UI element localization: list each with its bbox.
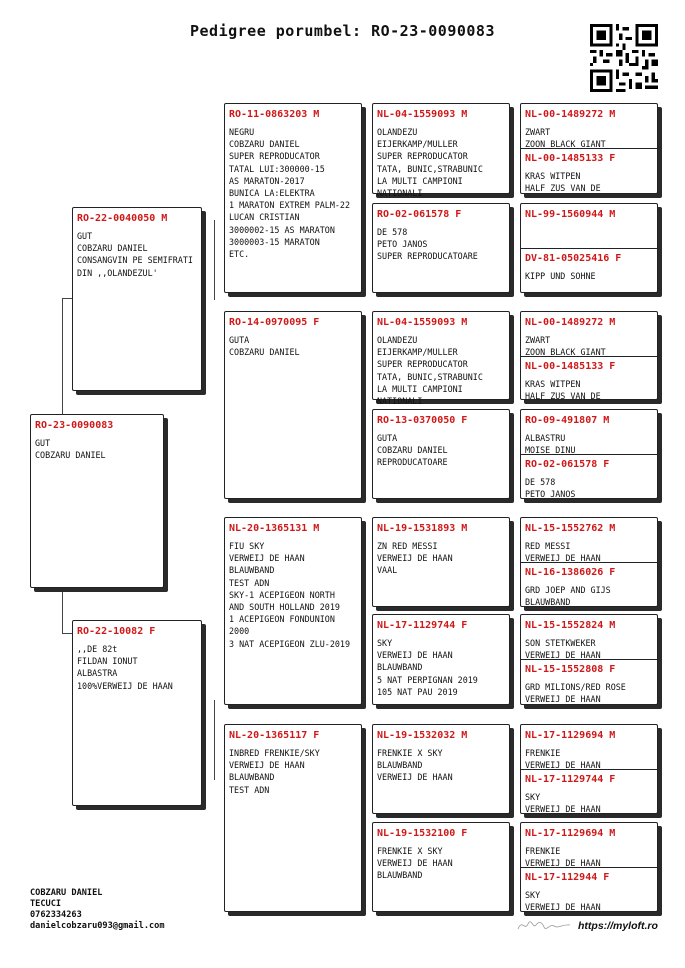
ring-number: NL-04-1559093 M	[377, 317, 468, 328]
bird-details: FRENKIE VERWEIJ DE HAAN	[525, 846, 601, 869]
bird-details: NEGRU COBZARU DANIEL SUPER REPRODUCATOR TATAL LUI:300000-15 AS MARATON-2017 BUNICA LA:ELEKTRA 1 MARATON EXTREM PALM-22 LUCAN CRISTIAN 3000002-15 AS MARATON 3000003-15 MARATON ETC.	[229, 127, 351, 260]
pair-divider	[521, 562, 657, 563]
ring-number: NL-17-1129694 M	[525, 828, 616, 839]
pair-divider	[521, 148, 657, 149]
ring-number: NL-17-112944 F	[525, 872, 610, 883]
bird-details: SKY VERWEIJ DE HAAN BLAUWBAND 5 NAT PERPIGNAN 2019 105 NAT PAU 2019	[377, 638, 478, 697]
connector-line	[62, 298, 72, 299]
ring-number: NL-00-1489272 M	[525, 317, 616, 328]
bird-details: FIU SKY VERWEIJ DE HAAN BLAUWBAND TEST ADN SKY-1 ACEPIGEON NORTH AND SOUTH HOLLAND 2019 1 ACEPIGEON FONDUNION 2000 3 NAT ACEPIGEON ZLU-2019	[229, 541, 351, 649]
ring-number: NL-17-1129694 M	[525, 730, 616, 741]
pair-divider	[521, 356, 657, 357]
gen4-pair-card[interactable]	[520, 103, 658, 194]
ring-number: NL-16-1386026 F	[525, 567, 616, 578]
bird-details: GUTA COBZARU DANIEL	[229, 335, 300, 358]
parent-card[interactable]	[72, 207, 202, 391]
ring-number: NL-00-1489272 M	[525, 109, 616, 120]
ring-number: NL-19-1532032 M	[377, 730, 468, 741]
bird-details: SKY VERWEIJ DE HAAN	[525, 792, 601, 815]
bird-details: FRENKIE X SKY VERWEIJ DE HAAN BLAUWBAND	[377, 846, 453, 881]
ring-number: RO-02-061578 F	[525, 459, 610, 470]
ring-number: NL-00-1485133 F	[525, 361, 616, 372]
bird-details: GRD JOEP AND GIJS BLAUWBAND	[525, 585, 611, 608]
great-grandparent-card[interactable]	[372, 311, 510, 407]
bird-details: ZWART ZOON BLACK GIANT	[525, 127, 606, 150]
bird-details: OLANDEZU EIJERKAMP/MULLER SUPER REPRODUCATOR TATA, BUNIC,STRABUNIC LA MULTI CAMPIONI NATIONALI	[377, 127, 483, 199]
pair-divider	[521, 248, 657, 249]
bird-details: GUT COBZARU DANIEL	[35, 438, 106, 461]
gen4-pair-card[interactable]	[520, 724, 658, 814]
gen4-pair-card[interactable]	[520, 517, 658, 607]
grandparent-card[interactable]	[224, 517, 362, 705]
bird-details: DE 578 PETO JANOS	[525, 477, 576, 500]
ring-number: DV-81-05025416 F	[525, 253, 622, 264]
breeder-phone: 0762334263	[30, 910, 82, 920]
bird-details: GUTA COBZARU DANIEL REPRODUCATOARE	[377, 433, 448, 468]
bird-details: RED MESSI VERWEIJ DE HAAN	[525, 541, 601, 564]
ring-number: NL-15-1552808 F	[525, 664, 616, 675]
ring-number: NL-04-1559093 M	[377, 109, 468, 120]
pair-divider	[521, 454, 657, 455]
ring-number: RO-11-0863203 M	[229, 109, 320, 120]
ring-number: NL-15-1552824 M	[525, 620, 616, 631]
grandparent-card[interactable]	[224, 724, 362, 912]
pair-divider	[521, 867, 657, 868]
subject-card[interactable]	[30, 414, 164, 588]
bird-details: FRENKIE VERWEIJ DE HAAN	[525, 748, 601, 771]
ring-number: NL-20-1365131 M	[229, 523, 320, 534]
ring-number: NL-17-1129744 F	[377, 620, 468, 631]
website-link[interactable]: https://myloft.ro	[578, 920, 658, 932]
connector-line	[214, 700, 215, 780]
bird-details: SKY VERWEIJ DE HAAN	[525, 890, 601, 913]
gen4-pair-card[interactable]	[520, 311, 658, 400]
ring-number: NL-15-1552762 M	[525, 523, 616, 534]
bird-details: ZWART ZOON BLACK GIANT	[525, 335, 606, 358]
ring-number: RO-13-0370050 F	[377, 415, 468, 426]
ring-number: RO-09-491807 M	[525, 415, 610, 426]
ring-number: NL-17-1129744 F	[525, 774, 616, 785]
bird-details: KRAS WITPEN HALF ZUS VAN DE	[525, 171, 601, 194]
great-grandparent-card[interactable]	[372, 203, 510, 293]
signature-icon	[516, 917, 572, 933]
ring-number: RO-22-0040050 M	[77, 213, 168, 224]
great-grandparent-card[interactable]	[372, 724, 510, 814]
bird-details: INBRED FRENKIE/SKY VERWEIJ DE HAAN BLAUWBAND TEST ADN	[229, 748, 320, 795]
great-grandparent-card[interactable]	[372, 409, 510, 499]
great-grandparent-card[interactable]	[372, 103, 510, 199]
ring-number: NL-20-1365117 F	[229, 730, 320, 741]
pair-divider	[521, 659, 657, 660]
qr-code-icon	[590, 24, 658, 92]
grandparent-card[interactable]	[224, 103, 362, 293]
breeder-email[interactable]: danielcobzaru093@gmail.com	[30, 921, 165, 931]
bird-details: DE 578 PETO JANOS SUPER REPRODUCATOARE	[377, 227, 478, 262]
gen4-pair-card[interactable]	[520, 203, 658, 293]
grandparent-card[interactable]	[224, 311, 362, 499]
bird-details: SON STETKWEKER VERWEIJ DE HAAN	[525, 638, 601, 661]
bird-details: OLANDEZU EIJERKAMP/MULLER SUPER REPRODUCATOR TATA, BUNIC,STRABUNIC LA MULTI CAMPIONI NATIONALI	[377, 335, 483, 407]
ring-number: RO-02-061578 F	[377, 209, 462, 220]
gen4-pair-card[interactable]	[520, 409, 658, 499]
gen4-pair-card[interactable]	[520, 822, 658, 912]
gen4-pair-card[interactable]	[520, 614, 658, 705]
connector-line	[214, 220, 215, 300]
connector-line	[62, 633, 72, 634]
bird-details: KRAS WITPEN HALF ZUS VAN DE	[525, 379, 601, 402]
bird-details: ,,DE 82t FILDAN IONUT ALBASTRA 100%VERWEIJ DE HAAN	[77, 644, 173, 691]
breeder-name: COBZARU DANIEL	[30, 888, 103, 898]
ring-number: RO-14-0970095 F	[229, 317, 320, 328]
bird-details: GUT COBZARU DANIEL CONSANGVIN PE SEMIFRATI DIN ,,OLANDEZUL'	[77, 231, 193, 278]
ring-number: NL-99-1560944 M	[525, 209, 616, 220]
ring-number: NL-19-1532100 F	[377, 828, 468, 839]
parent-card[interactable]	[72, 620, 202, 806]
bird-details: GRD MILIONS/RED ROSE VERWEIJ DE HAAN	[525, 682, 626, 705]
breeder-contact	[30, 888, 165, 932]
page-title: Pedigree porumbel: RO-23-0090083	[190, 22, 495, 40]
bird-details: ALBASTRU MOISE DINU	[525, 433, 576, 456]
ring-number: RO-23-0090083	[35, 420, 114, 431]
bird-details: ZN RED MESSI VERWEIJ DE HAAN VAAL	[377, 541, 453, 576]
pair-divider	[521, 769, 657, 770]
bird-details: KIPP UND SOHNE	[525, 271, 596, 281]
great-grandparent-card[interactable]	[372, 822, 510, 912]
breeder-city: TECUCI	[30, 899, 62, 909]
ring-number: RO-22-10082 F	[77, 626, 156, 637]
ring-number: NL-00-1485133 F	[525, 153, 616, 164]
great-grandparent-card[interactable]	[372, 517, 510, 607]
great-grandparent-card[interactable]	[372, 614, 510, 705]
bird-details: FRENKIE X SKY BLAUWBAND VERWEIJ DE HAAN	[377, 748, 453, 783]
ring-number: NL-19-1531893 M	[377, 523, 468, 534]
